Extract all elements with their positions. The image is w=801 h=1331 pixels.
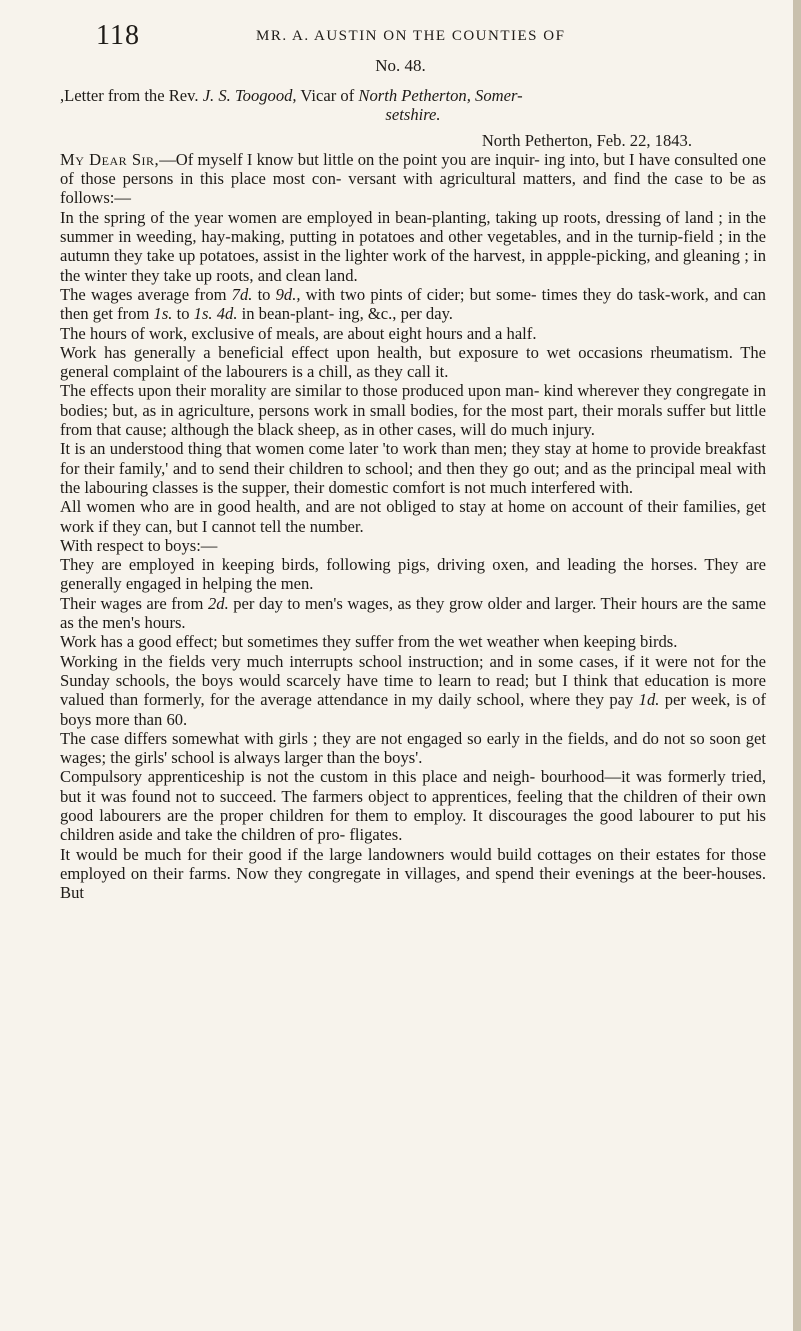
salutation: My Dear Sir, bbox=[60, 149, 160, 169]
paragraph: My Dear Sir,—Of myself I know but little on the point you are inquir- ing into, but I have consulted one of those persons in this place most con- versant with agricultural matters, and find the case to be as follows:— bbox=[60, 149, 766, 208]
page-header bbox=[96, 20, 761, 50]
dateline: North Petherton, Feb. 22, 1843. bbox=[481, 130, 692, 150]
paragraph: With respect to boys:— bbox=[60, 535, 218, 555]
paragraph: It is an understood thing that women come later 'to work than men; they stay at home to provide breakfast for their family,' and to send their children to school; and then they go out; and as the principal meal with the labouring classes is the supper, their domestic comfort is not much interfered with. bbox=[60, 439, 766, 497]
paragraph: It would be much for their good if the large landowners would build cottages on their estates for those employed on their farms. Now they congregate in villages, and spend their evenings at the beer-houses. But bbox=[60, 844, 766, 903]
paragraph: The case differs somewhat with girls ; they are not engaged so early in the fields, and do not so soon get wages; the girls' school is always larger than the boys'. bbox=[60, 728, 766, 768]
paragraph: The hours of work, exclusive of meals, are about eight hours and a half. bbox=[60, 323, 537, 343]
page-edge bbox=[793, 0, 801, 1331]
paragraph: The effects upon their morality are similar to those produced upon man- kind wherever they congregate in bodies; but, as in agriculture, persons work in small bodies, for the most part, their morals suffer but little from that cause; although the black sheep, as in other cases, will do much injury. bbox=[60, 381, 766, 440]
paragraph: In the spring of the year women are employed in bean-planting, taking up roots, dressing of land ; in the summer in weeding, hay-making, putting in potatoes and other vegetables, and in the turnip-field ; in the autumn they take up potatoes, assist in the lighter work of the harvest, in appple-picking, and gleaning ; in the winter they take up roots, and clean land. bbox=[60, 207, 766, 285]
running-head: MR. A. AUSTIN ON THE COUNTIES OF bbox=[256, 28, 566, 44]
letter-title: ,Letter from the Rev. J. S. Toogood, Vicar of North Petherton, Somer- setshire. bbox=[60, 86, 523, 125]
letter-body bbox=[60, 86, 766, 902]
paragraph: Their wages are from 2d. per day to men's wages, as they grow older and larger. Their hours are the same as the men's hours. bbox=[60, 593, 766, 633]
paragraph: Compulsory apprenticeship is not the custom in this place and neigh- bourhood—it was formerly tried, but it was found not to succeed. The farmers object to apprentices, feeling that the children of their own good labourers are the proper children for them to employ. It discourages the good labourer to put his children aside and take the children of pro- fligates. bbox=[60, 767, 766, 845]
page-number: 118 bbox=[96, 20, 140, 51]
paragraph: The wages average from 7d. to 9d., with two pints of cider; but some- times they do task-work, and can then get from 1s. to 1s. 4d. in bean-plant- ing, &c., per day. bbox=[60, 284, 766, 324]
paragraph: Work has generally a beneficial effect upon health, but exposure to wet occasions rheumatism. The general complaint of the labourers is a chill, as they call it. bbox=[60, 342, 766, 382]
paragraph: Working in the fields very much interrupts school instruction; and in some cases, if it were not for the Sunday schools, the boys would scarcely have time to learn to read; but I think that education is more valued than formerly, for the average attendance in my daily school, where they pay 1d. per week, is of boys more than 60. bbox=[60, 651, 766, 729]
paragraph: They are employed in keeping birds, following pigs, driving oxen, and leading the horses. They are generally engaged in helping the men. bbox=[60, 555, 766, 594]
document-number: No. 48. bbox=[375, 56, 426, 75]
paragraph: Work has a good effect; but sometimes they suffer from the wet weather when keeping birds. bbox=[60, 632, 678, 652]
paragraph: All women who are in good health, and are not obliged to stay at home on account of their families, get work if they can, but I cannot tell the number. bbox=[60, 497, 766, 536]
